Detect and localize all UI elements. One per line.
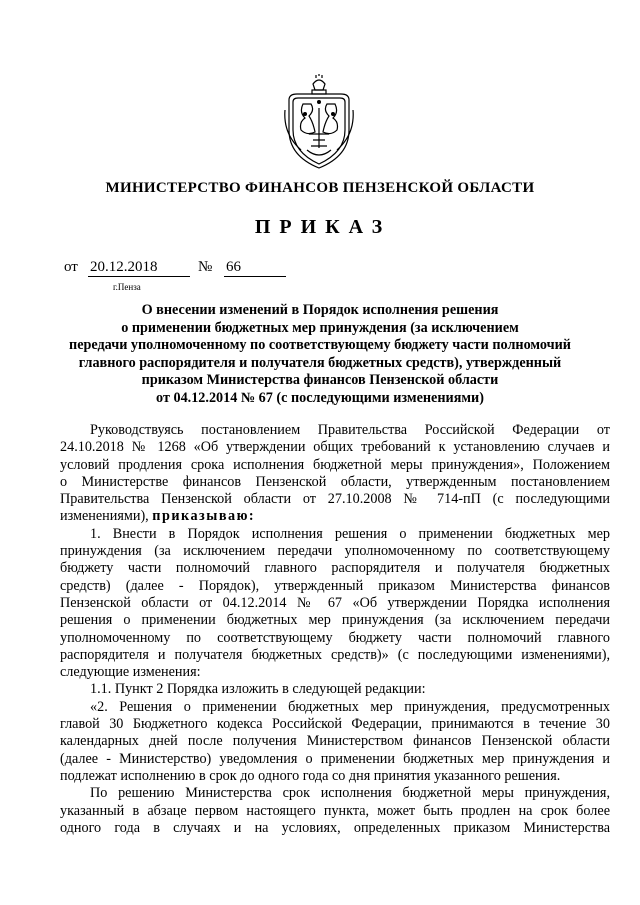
number-sign: № (198, 259, 213, 275)
body-line: следующие изменения: (60, 664, 201, 681)
city-label: г.Пенза (113, 282, 141, 292)
body-line: Правительства Пензенской области от 27.10.2008 № 714-пП (с последующими (60, 491, 610, 508)
title-line: передачи уполномоченному по соответствующему бюджету части полномочий (69, 337, 571, 353)
body-line: распорядителя и получателя бюджетных средств)» (с последующими изменениями), (60, 646, 610, 663)
body-line: уполномоченному по соответствующему бюджету части полномочий главного (60, 629, 610, 646)
body-line: календарных дней после получения Министерством финансов Пензенской области (60, 733, 610, 750)
body-text: изменениями), (60, 508, 149, 525)
ministry-name: МИНИСТЕРСТВО ФИНАНСОВ ПЕНЗЕНСКОЙ ОБЛАСТИ (105, 180, 535, 196)
body-line: 1. Внести в Порядок исполнения решения о применении бюджетных мер (90, 525, 610, 542)
date-number-line (64, 259, 286, 279)
body-line (60, 508, 610, 525)
title-line: приказом Министерства финансов Пензенской области (141, 372, 499, 388)
title-line: от 04.12.2014 № 67 (с последующими изменениями) (156, 389, 484, 406)
body-line: решения о применении бюджетных мер принуждения (за исключением передачи (60, 612, 610, 629)
body-line: бюджету части полномочий главного распорядителя и получателя бюджетных (60, 560, 610, 577)
body-line: принуждения (за исключением передачи уполномоченному по соответствующему (60, 543, 610, 560)
title-line: О внесении изменений в Порядок исполнения решения (141, 302, 499, 318)
body-line: Руководствуясь постановлением Правительства Российской Федерации от (90, 422, 610, 438)
body-line: По решению Министерства срок исполнения бюджетной меры принуждения, (90, 785, 610, 802)
body-line: «2. Решения о применении бюджетных мер принуждения, предусмотренных (90, 698, 610, 715)
order-keyword: приказываю: (152, 508, 256, 525)
body-line: о Министерстве финансов Пензенской области, утвержденным постановлением (60, 473, 610, 490)
body-line: (далее - Министерство) уведомления о применении бюджетных мер принуждения и (60, 750, 610, 767)
order-number: 66 (224, 259, 286, 277)
document-type-title: ПРИКАЗ (254, 216, 392, 238)
body-line: одного года в случаях и на условиях, определенных приказом Министерства (60, 819, 610, 836)
order-date: 20.12.2018 (88, 259, 190, 277)
body-line: 1.1. Пункт 2 Порядка изложить в следующей редакции: (90, 681, 426, 698)
body-line: средств) (далее - Порядок), утвержденный приказом Министерства финансов (60, 577, 610, 594)
body-line: главой 30 Бюджетного кодекса Российской Федерации, принимаются в течение 30 (60, 716, 610, 733)
order-body (60, 422, 610, 837)
order-title (60, 302, 580, 407)
coat-of-arms-emblem (283, 74, 355, 172)
title-line: главного распорядителя и получателя бюджетных средств), утвержденный (78, 354, 562, 371)
body-line: 24.10.2018 № 1268 «Об утверждении общих требований к установлению случаев и (60, 439, 610, 456)
body-line: Пензенской области от 04.12.2014 № 67 «Об утверждении Порядка исполнения (60, 594, 610, 611)
body-line: условий продления срока исполнения бюджетной меры принуждения», Положением (60, 456, 610, 473)
date-prefix: от (64, 259, 78, 275)
body-line: указанный в абзаце первом настоящего пункта, может быть продлен на срок более (60, 802, 610, 819)
body-line: подлежат исполнению в срок до одного года со дня принятия указанного решения. (60, 767, 561, 784)
title-line: о применении бюджетных мер принуждения (за исключением (121, 319, 519, 336)
